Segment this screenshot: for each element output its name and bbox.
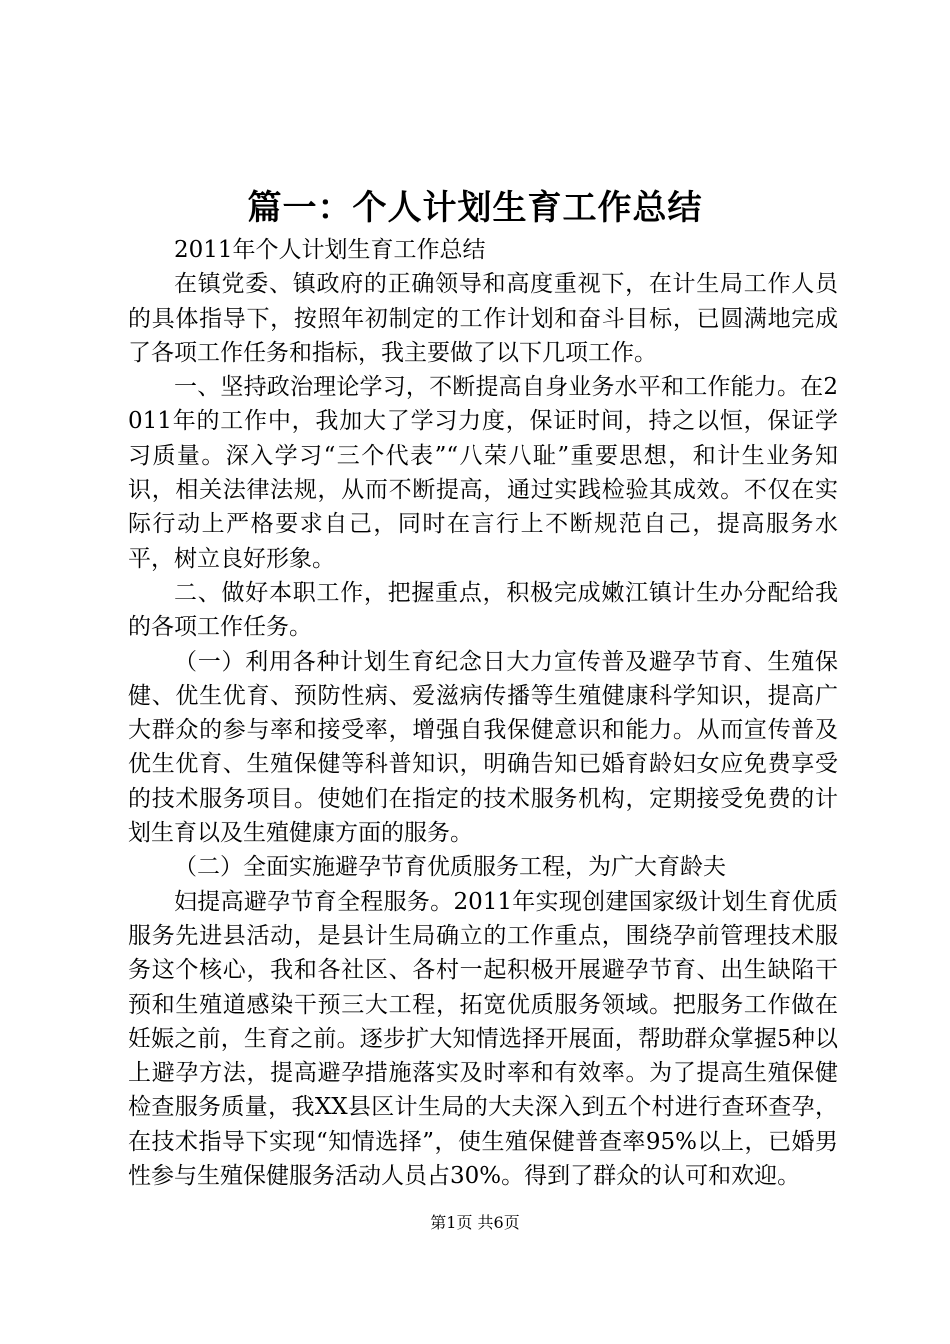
page-number-footer: 第1页 共6页 [430, 1213, 520, 1232]
paragraph-section-2: 二、做好本职工作，把握重点，积极完成嫩江镇计生办分配给我的各项工作任务。 [128, 579, 838, 641]
paragraph-subsection-2-heading: （二）全面实施避孕节育优质服务工程，为广大育龄夫 [174, 854, 726, 881]
paragraph-subsection-1: （一）利用各种计划生育纪念日大力宣传普及避孕节育、生殖保健、优生优育、预防性病、爱滋病传播等生殖健康科学知识，提高广大群众的参与率和接受率，增强自我保健意识和能力。从而宣传普及优生优育、生殖保健等科普知识，明确告知已婚育龄妇女应免费享受的技术服务项目。使她们在指定的技术服务机构，定期接受免费的计划生育以及生殖健康方面的服务。 [128, 648, 838, 847]
document-title: 篇一：个人计划生育工作总结 [247, 188, 703, 228]
paragraph-intro: 在镇党委、镇政府的正确领导和高度重视下，在计生局工作人员的具体指导下，按照年初制定的工作计划和奋斗目标，已圆满地完成了各项工作任务和指标，我主要做了以下几项工作。 [128, 271, 838, 366]
document-body [128, 233, 838, 1193]
paragraph-section-1: 一、坚持政治理论学习，不断提高自身业务水平和工作能力。在2011年的工作中，我加大了学习力度，保证时间，持之以恒，保证学习质量。深入学习“三个代表”“八荣八耻”重要思想，和计生业务知识，相关法律法规，从而不断提高，通过实践检验其成效。不仅在实际行动上严格要求自己，同时在言行上不断规范自己，提高服务水平，树立良好形象。 [128, 374, 838, 572]
document-subtitle: 2011年个人计划生育工作总结 [174, 237, 486, 263]
paragraph-subsection-2-body: 妇提高避孕节育全程服务。2011年实现创建国家级计划生育优质服务先进县活动，是县计生局确立的工作重点，围绕孕前管理技术服务这个核心，我和各社区、各村一起积极开展避孕节育、出生缺陷干预和生殖道感染干预三大工程，拓宽优质服务领域。把服务工作做在妊娠之前，生育之前。逐步扩大知情选择开展面，帮助群众掌握5种以上避孕方法，提高避孕措施落实及时率和有效率。为了提高生殖保健检查服务质量，我XX县区计生局的大夫深入到五个村进行查环查孕，在技术指导下实现“知情选择”，使生殖保健普查率95%以上，已婚男性参与生殖保健服务活动人员占30%。得到了群众的认可和欢迎。 [128, 888, 838, 1190]
